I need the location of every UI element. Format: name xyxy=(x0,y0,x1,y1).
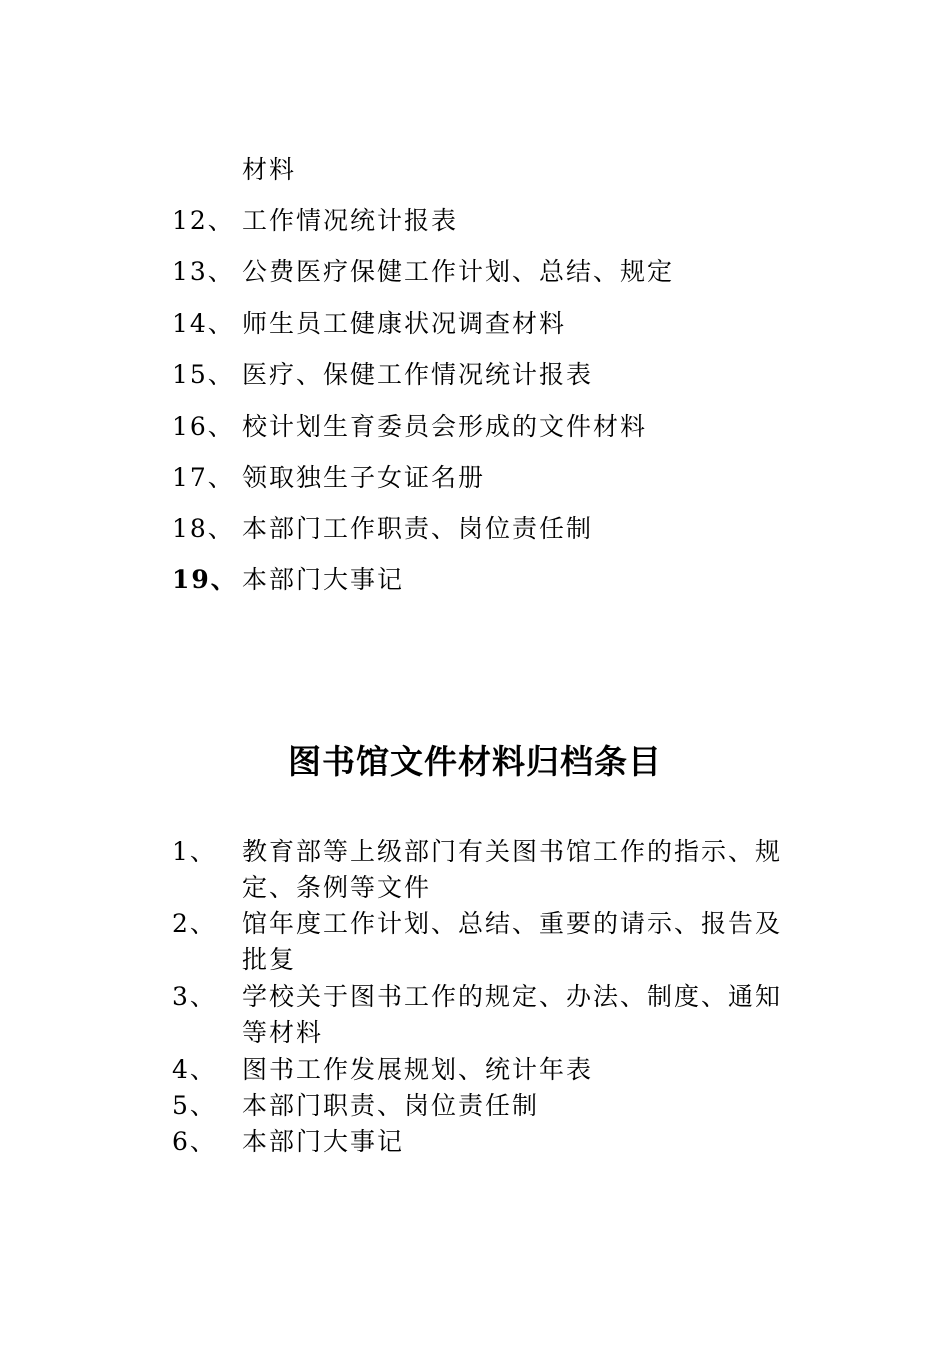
item-text: 校计划生育委员会形成的文件材料 xyxy=(242,412,648,441)
list-item xyxy=(172,306,792,342)
item-text: 学校关于图书工作的规定、办法、制度、通知等材料 xyxy=(242,982,783,1047)
item-number: 4、 xyxy=(172,1055,217,1084)
list-item xyxy=(172,409,792,445)
list-item xyxy=(172,562,792,598)
section-title: 图书馆文件材料归档条目 xyxy=(288,742,662,781)
item-number: 1、 xyxy=(172,837,217,866)
list-item xyxy=(172,460,792,496)
list-item xyxy=(172,1052,792,1088)
item-number: 12、 xyxy=(172,206,235,235)
item-number: 5、 xyxy=(172,1091,217,1120)
item-text: 教育部等上级部门有关图书馆工作的指示、规定、条例等文件 xyxy=(242,837,783,902)
item-number: 6、 xyxy=(172,1127,217,1156)
item-text: 图书工作发展规划、统计年表 xyxy=(242,1055,594,1084)
item-text: 本部门大事记 xyxy=(242,1127,405,1156)
list-item xyxy=(172,1088,792,1124)
item-number: 14、 xyxy=(172,309,235,338)
list-item xyxy=(172,511,792,547)
item-number: 15、 xyxy=(172,360,235,389)
list-item xyxy=(172,1124,792,1160)
item-text: 馆年度工作计划、总结、重要的请示、报告及批复 xyxy=(242,909,783,974)
list-item xyxy=(172,834,792,906)
list-item xyxy=(172,979,792,1051)
item-text: 医疗、保健工作情况统计报表 xyxy=(242,360,594,389)
item-number: 17、 xyxy=(172,463,235,492)
item-number: 19、 xyxy=(172,565,238,594)
item-number: 2、 xyxy=(172,909,217,938)
item-text: 工作情况统计报表 xyxy=(242,206,459,235)
item-number: 16、 xyxy=(172,412,235,441)
item-text: 公费医疗保健工作计划、总结、规定 xyxy=(242,257,675,286)
item-number: 3、 xyxy=(172,982,217,1011)
item-text: 领取独生子女证名册 xyxy=(242,463,486,492)
item-text: 本部门工作职责、岗位责任制 xyxy=(242,514,594,543)
item-number: 18、 xyxy=(172,514,235,543)
list-item xyxy=(172,357,792,393)
item-text: 本部门职责、岗位责任制 xyxy=(242,1091,540,1120)
item-text: 本部门大事记 xyxy=(242,565,405,594)
item-number: 13、 xyxy=(172,257,235,286)
list-item xyxy=(172,254,792,290)
list-item xyxy=(172,906,792,978)
list-item xyxy=(172,203,792,239)
item-text: 师生员工健康状况调查材料 xyxy=(242,309,567,338)
continued-item-text: 材料 xyxy=(242,155,297,184)
